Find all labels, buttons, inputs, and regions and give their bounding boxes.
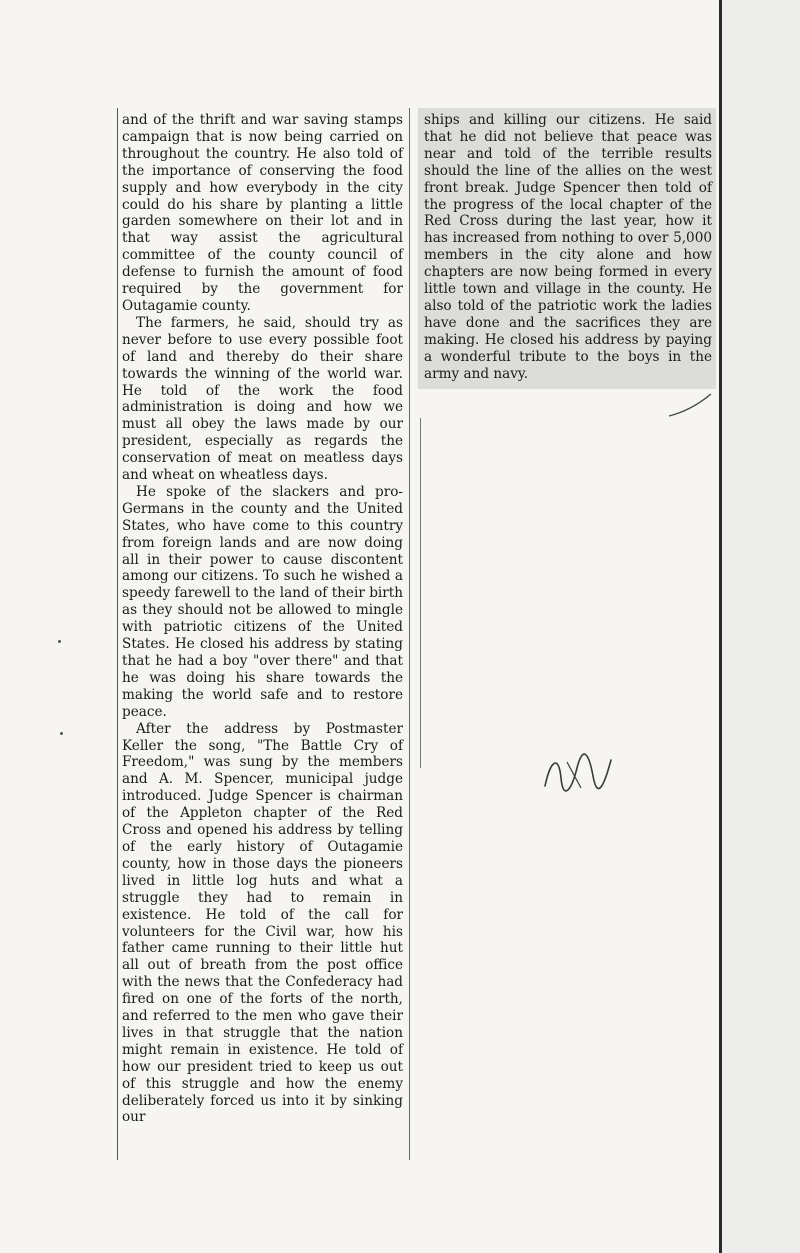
page-edge-border bbox=[719, 0, 800, 1253]
margin-speck bbox=[60, 732, 63, 735]
article-right-column bbox=[418, 108, 716, 389]
article-paragraph: He spoke of the slackers and pro-Germans in the county and the United States, who have come to this country from foreign lands and are now doing all in their power to cause discontent among our citizens. To such he wished a speedy farewell to the land of their birth as they should not be allowed to mingle with patriotic citizens of the United States. He closed his address by stating that he had a boy "over there" and that he was doing his share towards the making the world safe and to restore peace. bbox=[122, 483, 403, 720]
margin-speck bbox=[58, 640, 61, 643]
article-paragraph: The farmers, he said, should try as never before to use every possible foot of land and thereby do their share towards the winning of the world war. He told of the work the food administration is doing and how we must all obey the laws made by our president, especially as regards the conservation of meat on meatless days and wheat on wheatless days. bbox=[122, 314, 403, 484]
article-left-column bbox=[117, 108, 410, 1160]
article-paragraph: After the address by Postmaster Keller the song, "The Battle Cry of Freedom," was sung by the members and A. M. Spencer, municipal judge introduced. Judge Spencer is chairman of the Appleton chapter of the Red Cross and opened his address by telling of the early history of Outagamie county, how in those days the pioneers lived in little log huts and what a struggle they had to remain in existence. He told of the call for volunteers for the Civil war, how his father came running to their little hut all out of breath from the post office with the news that the Confederacy had fired on one of the forts of the north, and referred to the men who gave their lives in that struggle that the nation might remain in existence. He told of how our president tried to keep us out of this struggle and how the enemy deliberately forced us into it by sinking our bbox=[122, 720, 403, 1126]
pencil-mark-icon bbox=[665, 390, 715, 420]
article-paragraph: and of the thrift and war saving stamps campaign that is now being carried on throughout the country. He also told of the importance of conserving the food supply and how everybody in the city could do his share by planting a little garden somewhere on their lot and in that way assist the agricultural committee of the county council of defense to furnish the amount of food required by the government for Outagamie county. bbox=[122, 112, 403, 314]
newspaper-clipping bbox=[117, 108, 717, 1168]
column-rule bbox=[420, 418, 421, 768]
handwritten-mark-icon bbox=[537, 748, 617, 798]
article-paragraph: ships and killing our citizens. He said that he did not believe that peace was near and told of the terrible results should the line of the allies on the west front break. Judge Spencer then told of the progress of the local chapter of the Red Cross during the last year, how it has increased from nothing to over 5,000 members in the city alone and how chapters are now being formed in every little town and village in the county. He also told of the patriotic work the ladies have done and the sacrifices they are making. He closed his address by paying a wonderful tribute to the boys in the army and navy. bbox=[424, 112, 712, 382]
